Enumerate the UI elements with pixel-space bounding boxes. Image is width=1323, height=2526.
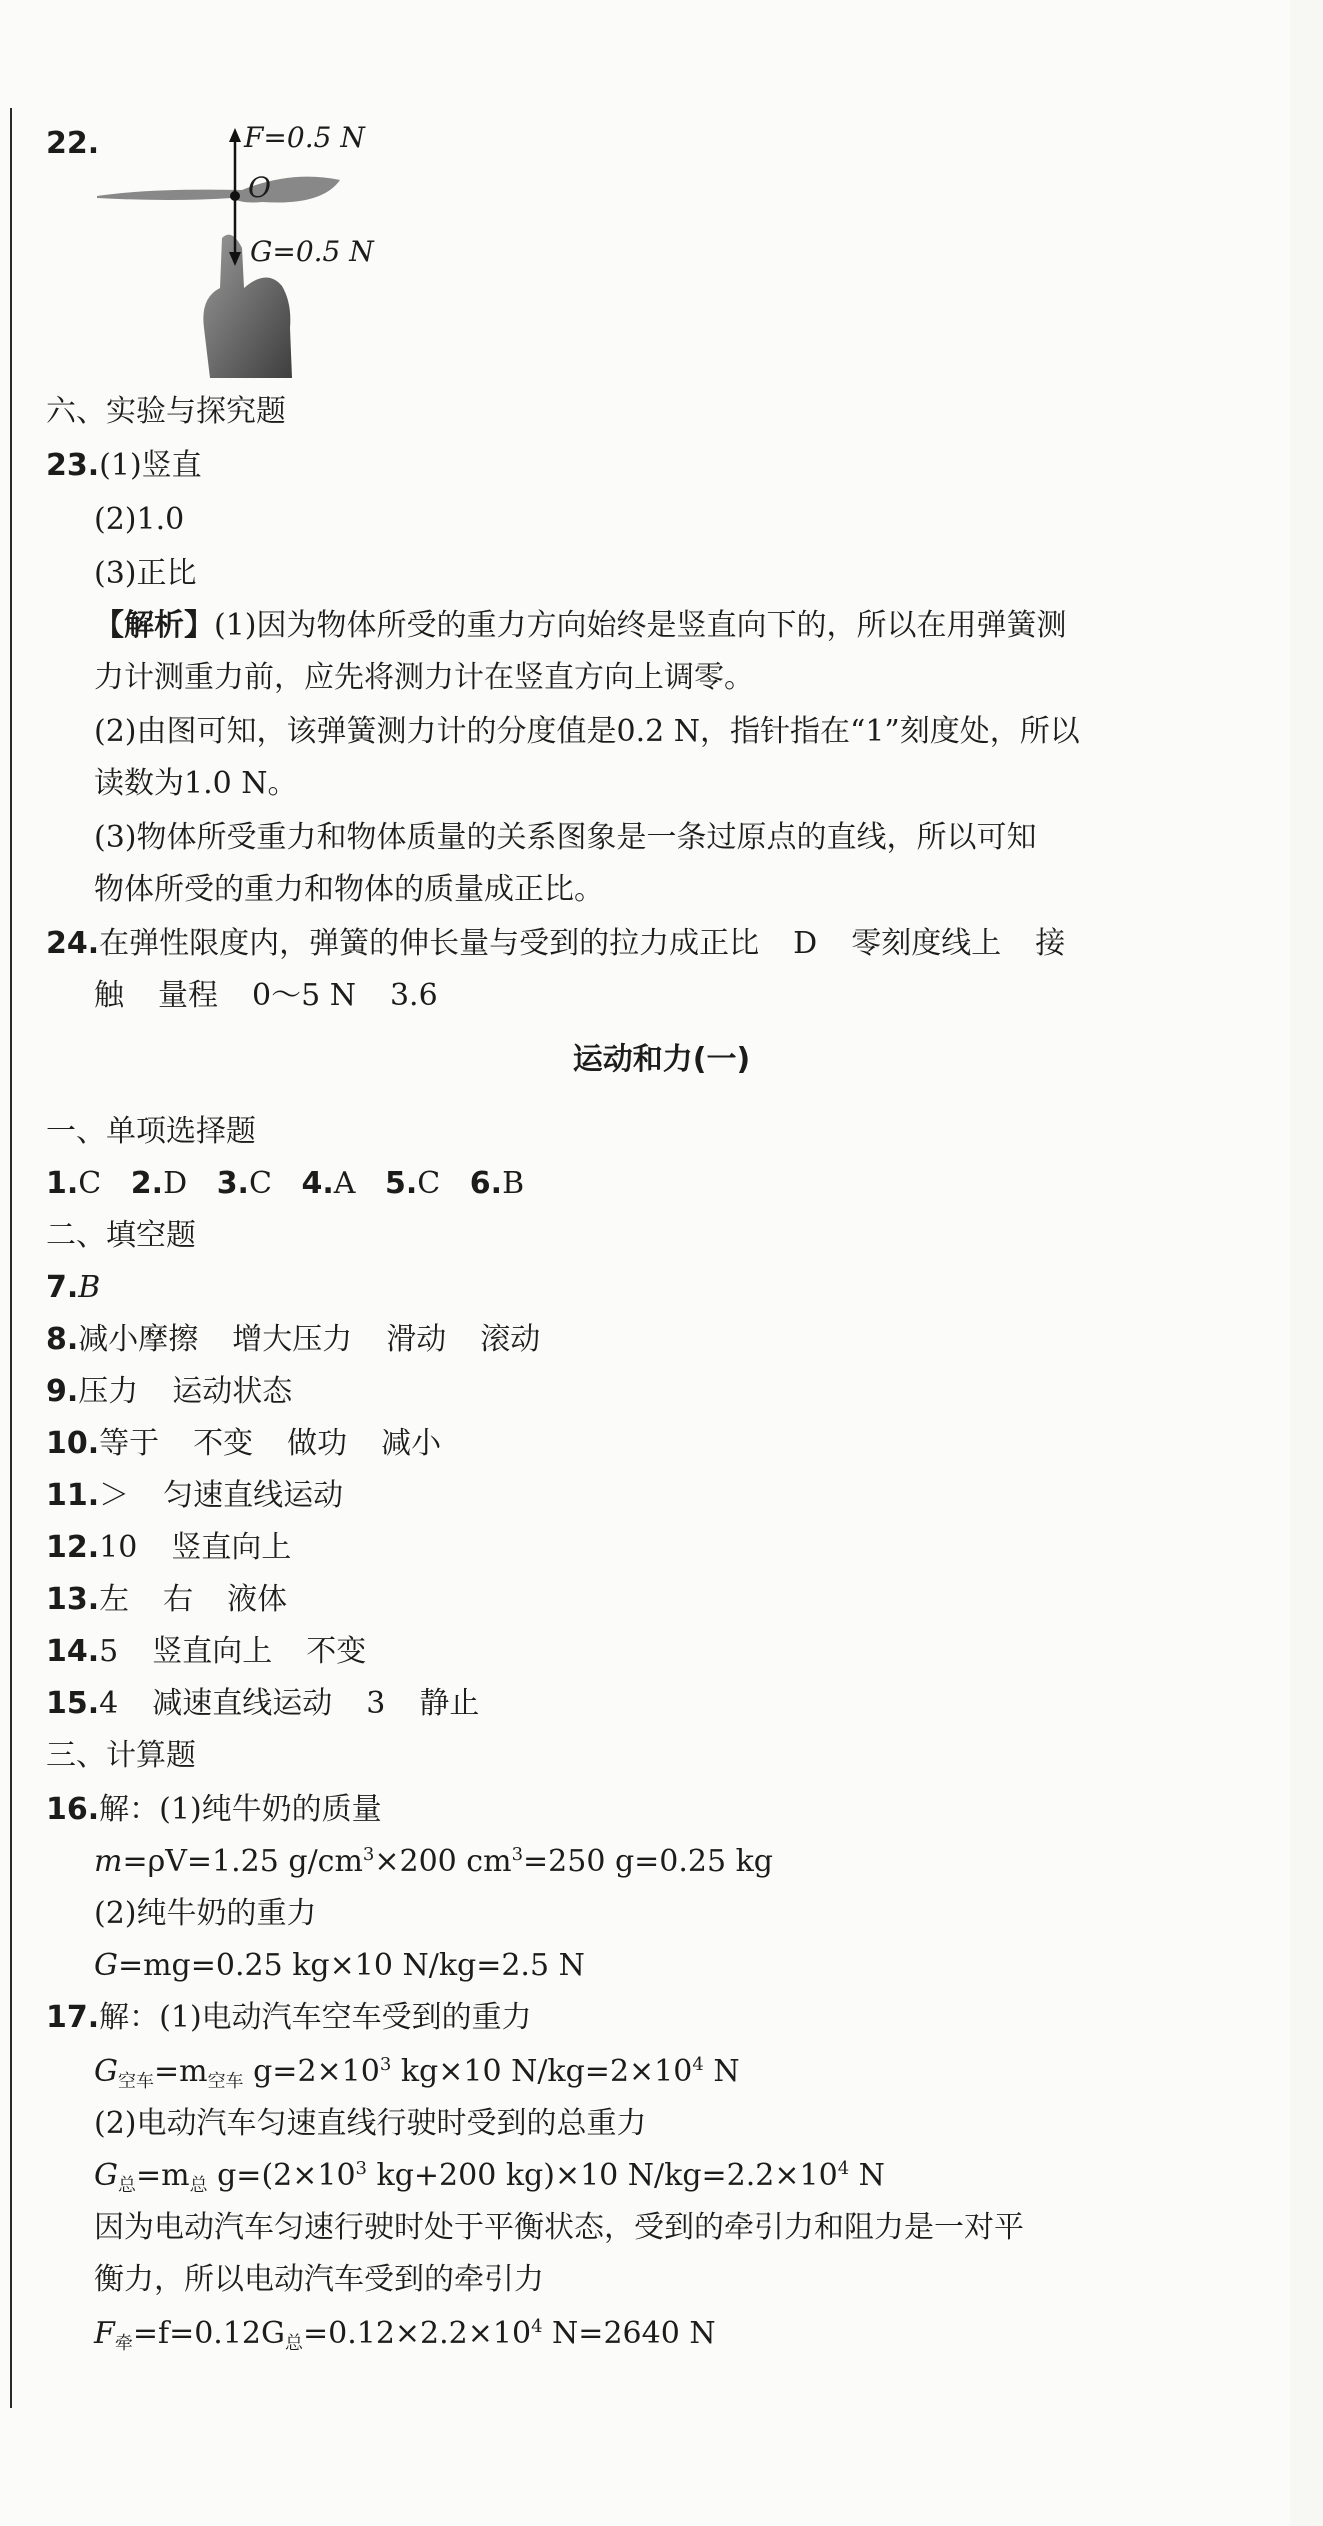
mc-ans-4: A — [333, 1166, 356, 1201]
q17-line4 — [94, 2156, 885, 2200]
section2-title: 二、填空题 — [46, 1218, 196, 1253]
q23-number: 23. — [46, 448, 100, 483]
mc-num-6: 6. — [469, 1166, 503, 1201]
fill-8-a: 减小摩擦 — [78, 1322, 199, 1357]
q23-answer3: (3)正比 — [94, 556, 197, 591]
q16-eq-d: =mg=0.25 kg×10 N/kg=2.5 N — [117, 1948, 585, 1983]
q17-exp-a: 3 — [379, 2054, 392, 2075]
fill-15-d: 静止 — [419, 1686, 480, 1721]
q16-g: G — [94, 1948, 118, 1983]
q16-eq-b: ×200 cm — [374, 1844, 512, 1879]
q23-analysis-line2: 力计测重力前，应先将测力计在竖直方向上调零。 — [94, 660, 754, 695]
fill-10-d: 减小 — [381, 1426, 442, 1461]
q17-f: F — [94, 2316, 115, 2351]
q17-eq-a: g=2×10 — [243, 2054, 380, 2089]
fill-8-c: 滑动 — [386, 1322, 447, 1357]
q17-eq-b: kg×10 N/kg=2×10 — [391, 2054, 693, 2089]
fill-8-d: 滚动 — [480, 1322, 541, 1357]
q17-eq-h: =0.12×2.2×10 — [302, 2316, 532, 2351]
mc-num-1: 1. — [46, 1166, 79, 1201]
mc-ans-1: C — [78, 1166, 102, 1201]
q16-line3: (2)纯牛奶的重力 — [94, 1896, 317, 1931]
q16-exp-b: 3 — [511, 1844, 524, 1865]
analysis-tag: 【解析】 — [94, 608, 214, 643]
q24-part-c: 零刻度线上 — [851, 926, 1002, 961]
q17-eq-c: N — [703, 2054, 740, 2089]
mc-ans-5: C — [417, 1166, 441, 1201]
q24-number: 24. — [46, 926, 100, 961]
q17-eq-i: N=2640 N — [542, 2316, 716, 2351]
q17-exp-e: 4 — [531, 2316, 543, 2337]
q23-line1 — [46, 446, 202, 486]
q24-part-a: 在弹性限度内，弹簧的伸长量与受到的拉力成正比 — [99, 926, 760, 961]
q16-eq-a: =ρV=1.25 g/cm — [122, 1844, 363, 1879]
q17-exp-c: 3 — [355, 2158, 367, 2179]
q17-exp-d: 4 — [837, 2158, 850, 2179]
fill-11-a: ＞ — [99, 1478, 130, 1513]
fill-12-a: 10 — [99, 1530, 138, 1565]
fill-item-13 — [46, 1580, 287, 1620]
fill-12-b: 竖直向上 — [171, 1530, 292, 1565]
q23-answer2: (2)1.0 — [94, 502, 185, 537]
q17-sub6: 总 — [284, 2333, 303, 2354]
left-margin-rule — [10, 108, 12, 2408]
q16-exp-a: 3 — [362, 1844, 375, 1865]
q17-eq-e: kg+200 kg)×10 N/kg=2.2×10 — [367, 2158, 838, 2193]
fill-13-a: 左 — [99, 1582, 130, 1617]
fill-num-10: 10. — [46, 1426, 100, 1461]
q23-analysis-line4: 读数为1.0 N。 — [94, 766, 298, 801]
fill-item-15 — [46, 1684, 479, 1724]
q16-eq-c: =250 g=0.25 kg — [523, 1844, 774, 1879]
fill-13-b: 右 — [163, 1582, 194, 1617]
q16-number: 16. — [46, 1792, 100, 1827]
q17-eq-g: =f=0.12G — [132, 2316, 285, 2351]
fill-14-a: 5 — [99, 1634, 119, 1669]
fill-num-12: 12. — [46, 1530, 100, 1565]
analysis-text-1: (1)因为物体所受的重力方向始终是竖直向下的，所以在用弹簧测 — [214, 608, 1067, 643]
fill-10-c: 做功 — [287, 1426, 348, 1461]
fill-15-b: 减速直线运动 — [152, 1686, 333, 1721]
mc-ans-3: C — [248, 1166, 272, 1201]
q24-part-d: 接 — [1035, 926, 1066, 961]
fill-num-8: 8. — [46, 1322, 79, 1357]
fill-num-14: 14. — [46, 1634, 100, 1669]
fill-11-b: 匀速直线运动 — [163, 1478, 344, 1513]
q24-part-f: 量程 — [158, 978, 218, 1013]
q16-line2 — [94, 1842, 773, 1882]
q24-part-g: 0～5 N — [252, 978, 356, 1013]
q24-line1 — [46, 924, 1065, 964]
q23-analysis-line5: (3)物体所受重力和物体质量的关系图象是一条过原点的直线，所以可知 — [94, 820, 1037, 855]
q24-part-b: D — [793, 926, 818, 961]
fill-num-7: 7. — [46, 1270, 79, 1305]
fill-10-b: 不变 — [193, 1426, 254, 1461]
plank-shape — [97, 177, 340, 203]
section1-answers — [46, 1164, 524, 1204]
q17-g2: G — [94, 2158, 118, 2193]
q17-line2 — [94, 2052, 740, 2096]
fill-15-a: 4 — [99, 1686, 119, 1721]
force-up-label: F=0.5 N — [244, 121, 365, 154]
fill-item-9 — [46, 1372, 292, 1412]
fill-item-14 — [46, 1632, 366, 1672]
fill-10-a: 等于 — [99, 1426, 160, 1461]
q17-eq-f: N — [849, 2158, 885, 2193]
q17-sub4: 总 — [189, 2175, 208, 2196]
fill-num-13: 13. — [46, 1582, 100, 1617]
q17-number: 17. — [46, 2000, 100, 2035]
q24-part-e: 触 — [94, 978, 124, 1013]
mc-num-2: 2. — [130, 1166, 164, 1201]
fill-item-10 — [46, 1424, 441, 1464]
q16-line1 — [46, 1790, 382, 1830]
q22-number: 22. — [46, 126, 100, 161]
fill-num-11: 11. — [46, 1478, 100, 1513]
fill-item-11 — [46, 1476, 343, 1516]
fill-item-7 — [46, 1268, 100, 1308]
q24-line2 — [94, 976, 438, 1016]
q23-answer1: (1)竖直 — [99, 448, 202, 483]
q17-g1: G — [94, 2054, 118, 2089]
pivot-label: O — [248, 171, 271, 204]
q17-line1 — [46, 1998, 532, 2038]
fill-num-15: 15. — [46, 1686, 100, 1721]
mc-ans-6: B — [502, 1166, 525, 1201]
q17-line7 — [94, 2314, 716, 2358]
fill-14-c: 不变 — [306, 1634, 367, 1669]
fill-13-c: 液体 — [227, 1582, 288, 1617]
q17-text-1: 解：(1)电动汽车空车受到的重力 — [99, 2000, 532, 2035]
q17-m2: =m — [135, 2158, 190, 2193]
q17-exp-b: 4 — [692, 2054, 704, 2075]
q23-analysis-line3: (2)由图可知，该弹簧测力计的分度值是0.2 N，指针指在“1”刻度处，所以 — [94, 714, 1080, 749]
q17-m1: =m — [153, 2054, 208, 2089]
fill-9-b: 运动状态 — [172, 1374, 293, 1409]
section1-title: 一、单项选择题 — [46, 1114, 256, 1149]
fill-9-a: 压力 — [78, 1374, 139, 1409]
section6-title: 六、实验与探究题 — [46, 394, 286, 429]
q17-eq-d: g=(2×10 — [207, 2158, 356, 2193]
fill-8-b: 增大压力 — [232, 1322, 353, 1357]
fill-item-12 — [46, 1528, 291, 1568]
q17-line6: 衡力，所以电动汽车受到的牵引力 — [94, 2262, 544, 2297]
q24-part-h: 3.6 — [389, 978, 438, 1013]
fill-item-8 — [46, 1320, 540, 1360]
fill-15-c: 3 — [366, 1686, 386, 1721]
mc-ans-2: D — [163, 1166, 188, 1201]
q16-text-1: 解：(1)纯牛奶的质量 — [99, 1792, 382, 1827]
fill-14-b: 竖直向上 — [152, 1634, 273, 1669]
section3-title: 三、计算题 — [46, 1738, 196, 1773]
q16-line4 — [94, 1946, 585, 1986]
q23-analysis-line1 — [94, 606, 1067, 646]
chapter-title: 运动和力(一) — [572, 1042, 751, 1077]
fill-7-a: B — [78, 1270, 101, 1305]
force-down-label: G=0.5 N — [250, 235, 374, 268]
fill-num-9: 9. — [46, 1374, 79, 1409]
q17-sub3: 总 — [117, 2175, 136, 2196]
q17-sub5: 牵 — [114, 2333, 133, 2354]
mc-num-3: 3. — [216, 1166, 249, 1201]
q17-line5: 因为电动汽车匀速行驶时处于平衡状态，受到的牵引力和阻力是一对平 — [94, 2210, 1024, 2245]
q23-analysis-line6: 物体所受的重力和物体的质量成正比。 — [94, 872, 604, 907]
mc-num-5: 5. — [384, 1166, 418, 1201]
q17-sub1: 空车 — [117, 2071, 154, 2092]
q17-line3: (2)电动汽车匀速直线行驶时受到的总重力 — [94, 2106, 647, 2141]
mc-num-4: 4. — [301, 1166, 334, 1201]
q17-sub2: 空车 — [207, 2071, 244, 2092]
q16-m: m — [94, 1844, 123, 1879]
